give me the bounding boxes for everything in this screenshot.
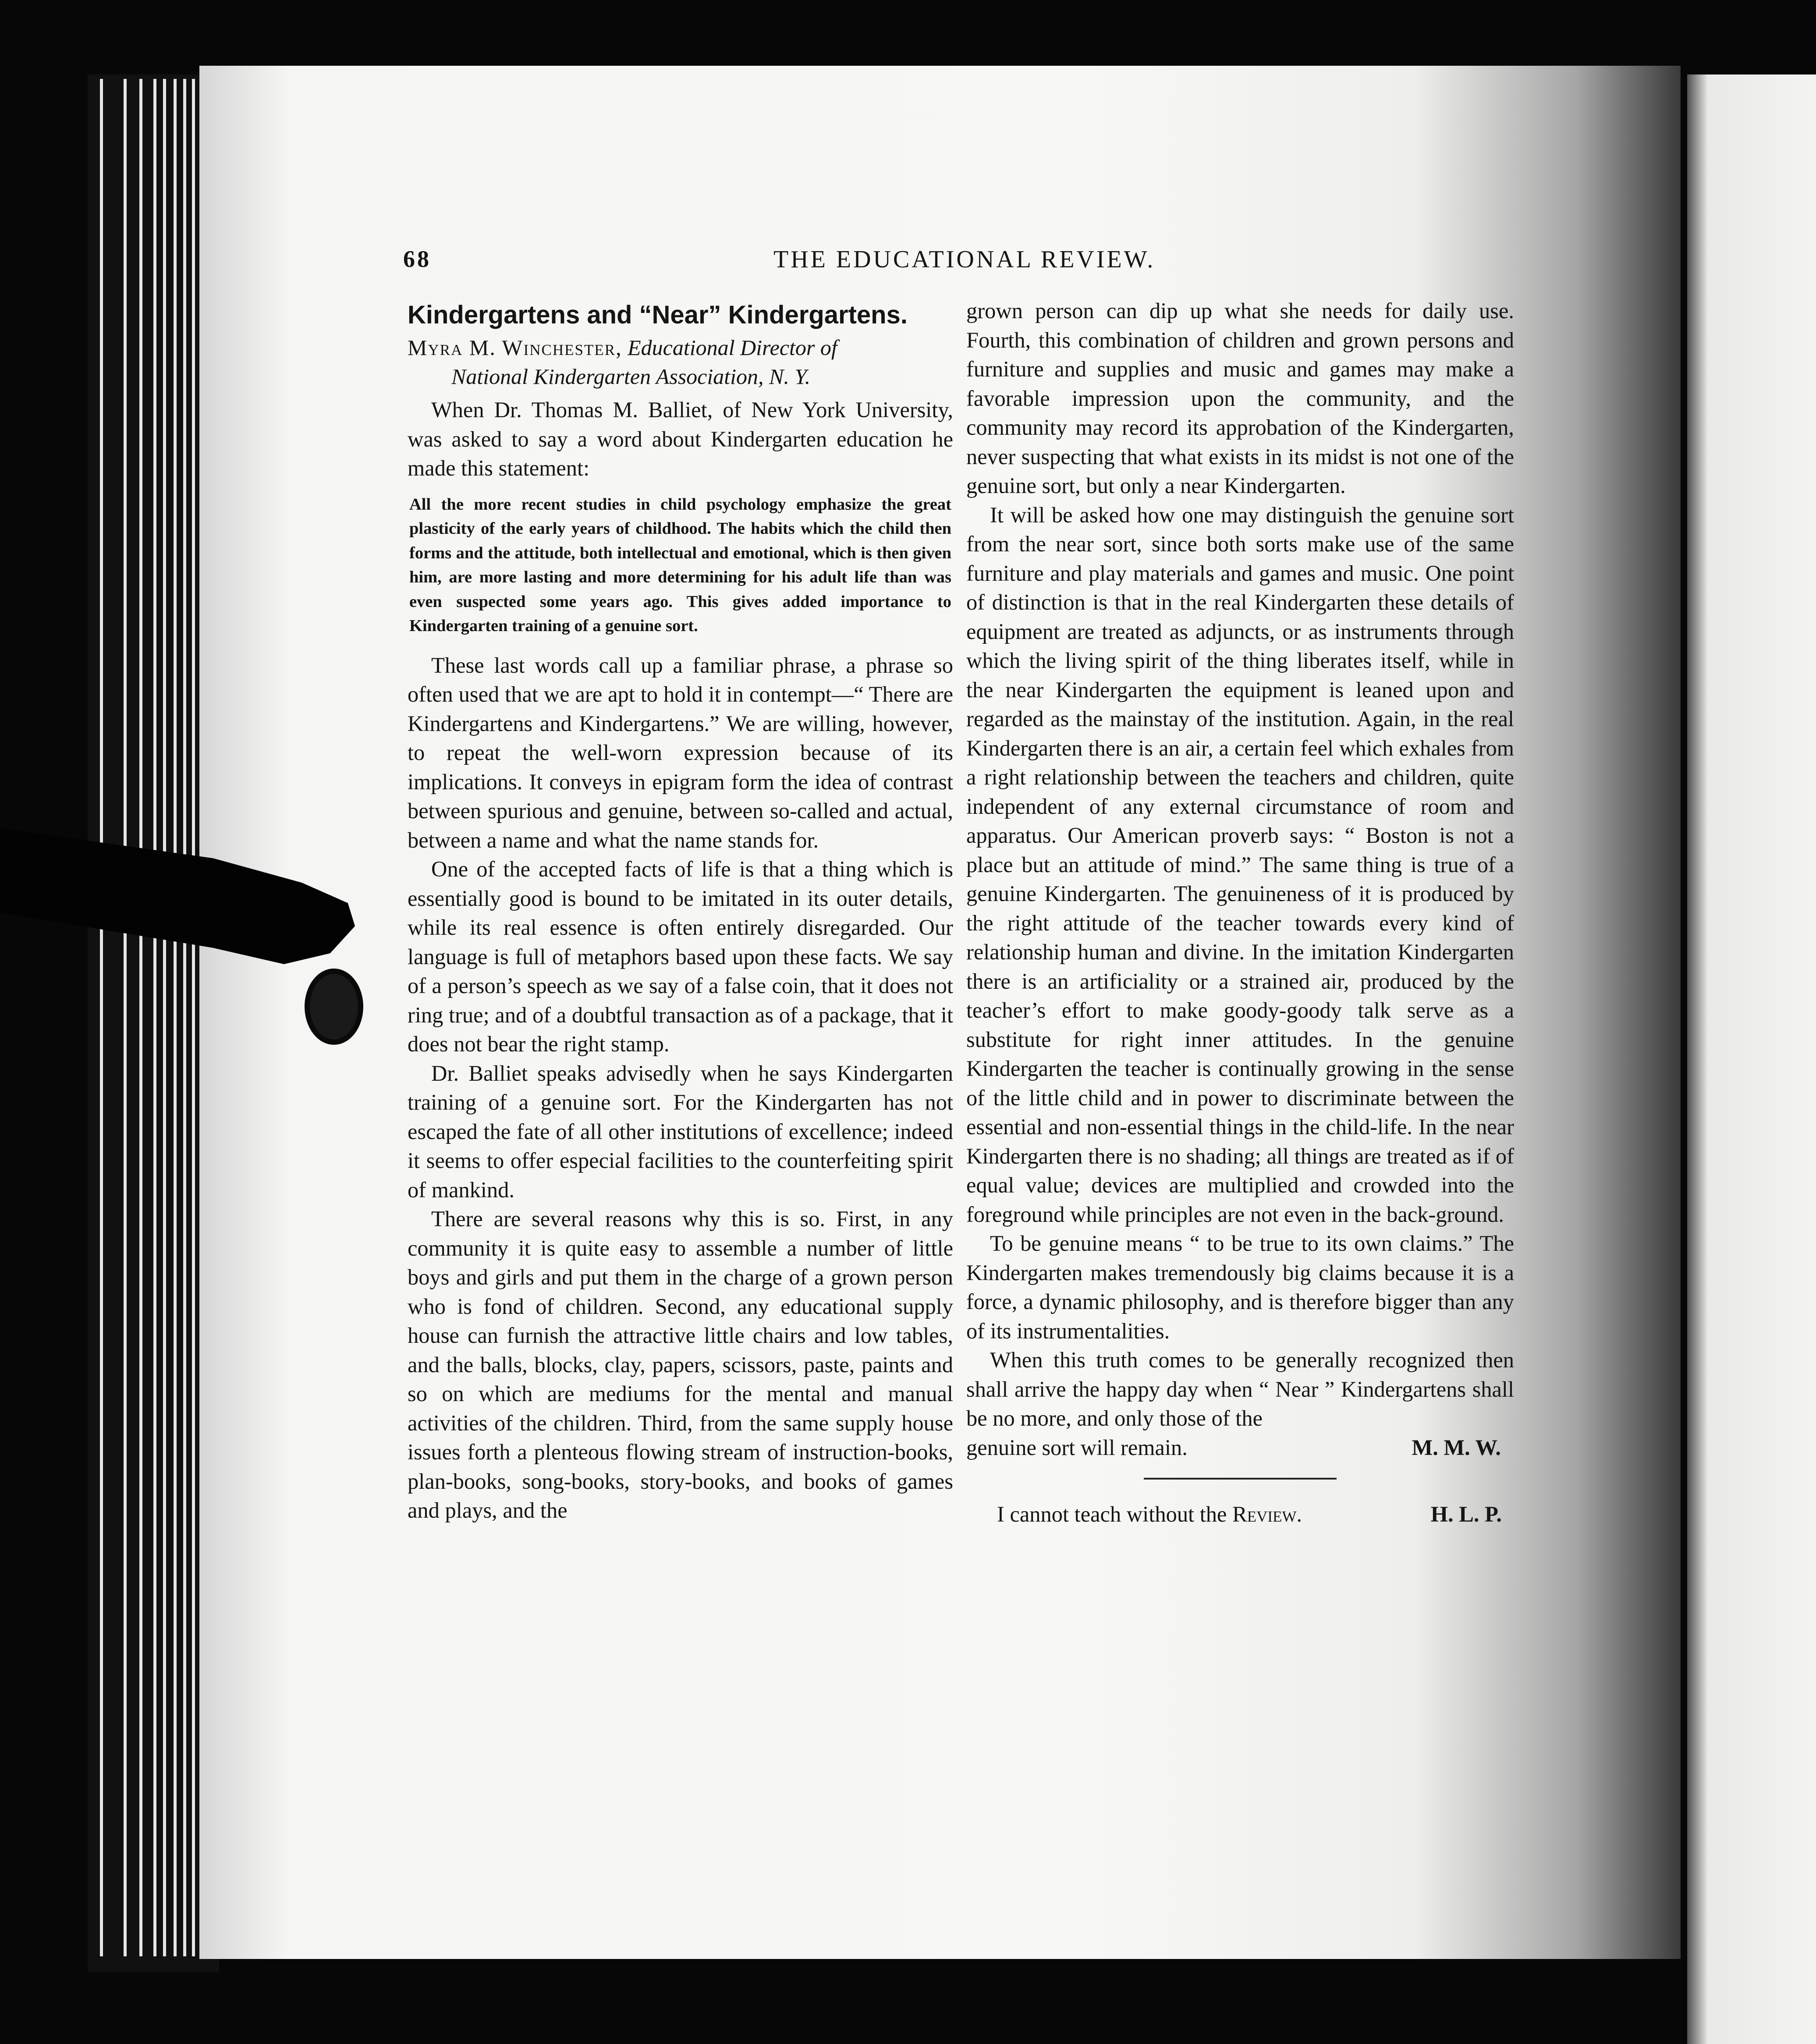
divider-rule bbox=[1144, 1478, 1337, 1480]
paragraph: There are several reasons why this is so. First, in any community it is quite easy to assemble a number of little boys and girls and put them in the charge of a grown person who is fond of children. Second, any educational supply house can furnish the attractive little chairs and low tables, and the balls, blocks, clay, papers, scissors, paste, paints and so on which are mediums for the mental and manual activities of the children. Third, from the same supply house issues forth a plenteous flowing stream of instruction-books, plan-books, song-books, story-books, and books of games and plays, and the bbox=[408, 1207, 953, 1522]
author-signature: M. M. W. bbox=[1412, 1435, 1501, 1460]
page-edge-line bbox=[192, 79, 195, 1956]
author-organization: National Kindergarten Association, N. Y. bbox=[451, 364, 811, 389]
page-edge-line bbox=[153, 79, 156, 1956]
footer-note-text-group bbox=[997, 1500, 1302, 1529]
author-name: Myra M. Winchester, bbox=[408, 335, 622, 360]
paragraph: To be genuine means “ to be true to its own claims.” The Kindergarten makes tremendously big claims because it is a force, a dynamic philosophy, and is therefore bigger than any of its instrumentalities. bbox=[966, 1231, 1514, 1343]
journal-title: THE EDUCATIONAL REVIEW. bbox=[773, 246, 1156, 273]
page-edge-line bbox=[124, 79, 127, 1956]
footer-note-initials: H. L. P. bbox=[1430, 1502, 1502, 1526]
closing-last-line: genuine sort will remain. bbox=[966, 1435, 1188, 1460]
facing-page-edge bbox=[1687, 75, 1816, 2044]
footer-note-text: I cannot teach without the bbox=[997, 1502, 1227, 1526]
footer-note-review: Review. bbox=[1232, 1502, 1302, 1526]
right-column bbox=[966, 296, 1514, 1529]
author-role: Educational Director of bbox=[628, 335, 837, 360]
running-header bbox=[403, 245, 1551, 285]
article-title: Kindergartens and “Near” Kindergartens. bbox=[408, 301, 908, 329]
paragraph: Dr. Balliet speaks advisedly when he says Kindergarten training of a genuine sort. For the Kindergarten has not escaped the fate of all other institutions of excellence; indeed it seems to offer especial facilities to the counterfeiting spirit of mankind. bbox=[408, 1061, 953, 1202]
left-column bbox=[408, 298, 953, 1525]
block-quote: All the more recent studies in child psychology emphasize the great plasticity of the early years of childhood. The habits which the child then forms and the attitude, both intellectual and emotional, which is then given him, are more lasting and more determining for his adult life than was even suspected some years ago. This gives added importance to Kindergarten training of a genuine sort. bbox=[409, 495, 951, 635]
page-number: 68 bbox=[403, 246, 431, 272]
fingernail bbox=[305, 969, 363, 1045]
byline bbox=[408, 333, 953, 391]
footer-note bbox=[966, 1500, 1514, 1529]
paragraph: grown person can dip up what she needs for daily use. Fourth, this combination of children and grown persons and furniture and supplies and music and games may make a favorable impression upon the community, and the community may record its approbation of the Kindergarten, never suspecting that what exists in its midst is not one of the genuine sort, but only a near Kindergarten. bbox=[966, 298, 1514, 498]
page-edge-line bbox=[139, 79, 142, 1956]
closing-line bbox=[966, 1433, 1514, 1462]
paragraph: These last words call up a familiar phrase, a phrase so often used that we are apt to hold it in contempt—“ There are Kindergartens and Kindergartens.” We are willing, however, to repeat the well-worn expression because of its implications. It conveys in epigram form the idea of contrast between spurious and genuine, between so-called and actual, between a name and what the name stands for. bbox=[408, 653, 953, 852]
closing-paragraph: When this truth comes to be generally recognized then shall arrive the happy day when “ Near ” Kindergartens shall be no more, and only those of the bbox=[966, 1348, 1514, 1430]
paragraph: One of the accepted facts of life is that a thing which is essentially good is bound to be imitated in its outer details, while its real essence is often entirely disregarded. Our language is full of metaphors based upon these facts. We say of a person’s speech as we say of a false coin, that it does not ring true; and of a doubtful transaction as of a package, that it does not bear the right stamp. bbox=[408, 857, 953, 1056]
page-edge-line bbox=[163, 79, 166, 1956]
page-edge-line bbox=[174, 79, 177, 1956]
paragraph: It will be asked how one may distinguish the genuine sort from the near sort, since both sorts make use of the same furniture and play materials and games and music. One point of distinction is that in the real Kindergarten these details of equipment are treated as adjuncts, or as instruments through which the living spirit of the thing liberates itself, while in the near Kindergarten the equipment is leaned upon and regarded as the mainstay of the institution. Again, in the real Kindergarten there is an air, a certain feel which exhales from a right relationship between the teachers and children, quite independent of any external circumstance of room and apparatus. Our American proverb says: “ Boston is not a place but an attitude of mind.” The same thing is true of a genuine Kindergarten. The genuineness of it is produced by the right attitude of the teacher towards every kind of relationship human and divine. In the imitation Kindergarten there is an artificiality or a strained air, produced by the teacher’s effort to make goody-goody talk serve as a substitute for right inner attitudes. In the genuine Kindergarten the teacher is continually growing in the sense of the little child and in power to discriminate between the essential and non-essential things in the child-life. In the near Kindergarten there is no shading; all things are treated as if of equal value; devices are multiplied and crowded into the foreground while principles are not even in the back-ground. bbox=[966, 502, 1514, 1227]
paragraph: When Dr. Thomas M. Balliet, of New York University, was asked to say a word about Kindergarten education he made this statement: bbox=[408, 397, 953, 480]
page-edge-line bbox=[100, 79, 103, 1956]
page-edge-line bbox=[183, 79, 186, 1956]
